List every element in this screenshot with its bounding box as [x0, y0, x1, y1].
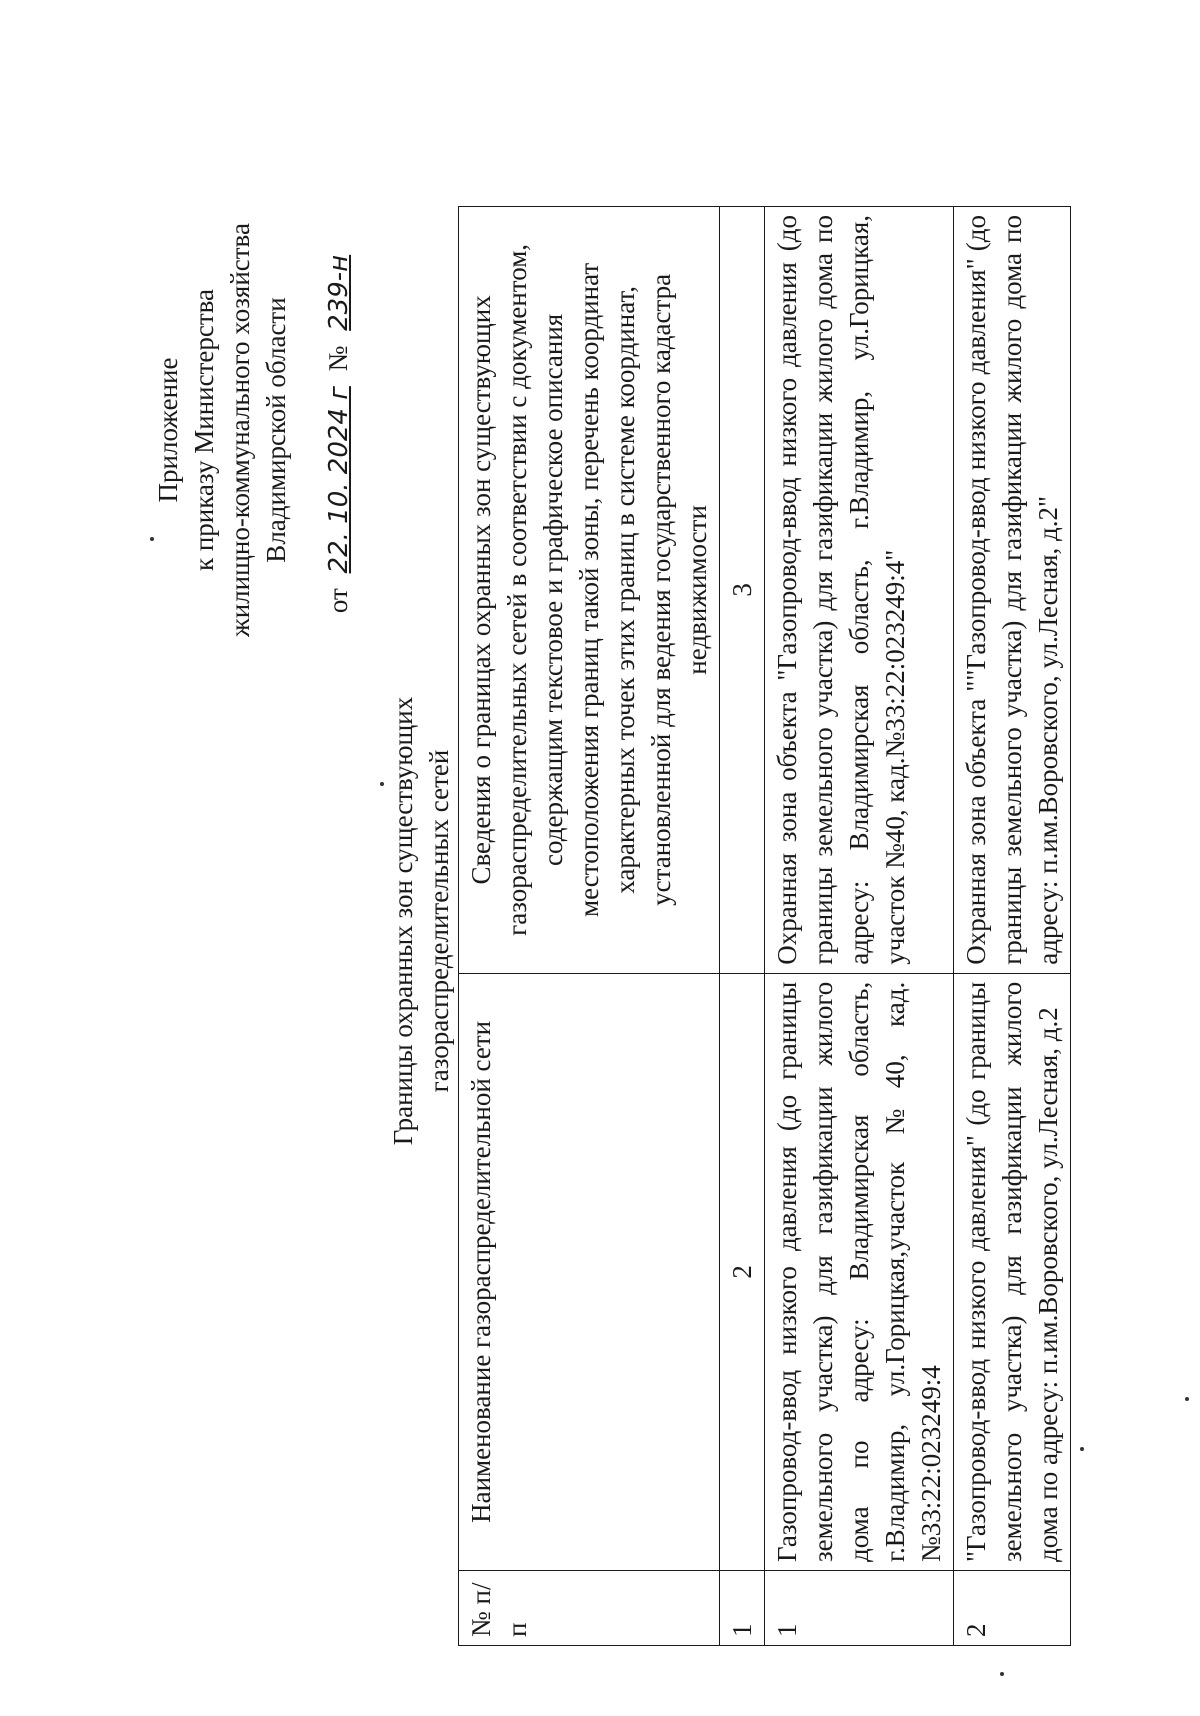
index-cell-1: 1: [720, 1571, 765, 1646]
scan-speck: [1080, 1447, 1084, 1451]
table-index-row: [720, 207, 765, 1646]
appendix-ministry-line: жилищно-коммунального хозяйства: [225, 223, 255, 637]
scan-speck: [1000, 1672, 1004, 1676]
appendix-ref-line: к приказу Министерства: [189, 288, 219, 572]
scan-speck: [380, 782, 384, 786]
row-info: Охранная зона объекта "Газопровод-ввод низкого давления (до границы земельного участка) для газификации жилого дома по адресу: Владимирская область, г.Владимир, ул.Горицкая, участок №40, кад.№33:22:023249:4": [765, 207, 954, 974]
index-cell-2: 2: [720, 973, 765, 1570]
row-name: "Газопровод-ввод низкого давления" (до границы земельного участка) для газификации жилого дома по адресу: п.им.Воровского, ул.Лесная, д.2: [954, 973, 1071, 1570]
appendix-title: Приложение: [153, 357, 183, 503]
order-date: 22. 10. 2024 г: [324, 386, 354, 574]
order-number-label: №: [323, 345, 353, 372]
header-num: № п/п: [459, 1571, 720, 1646]
title-line-1: Границы охранных зон существующих: [388, 696, 418, 1146]
order-prefix: от: [323, 588, 353, 614]
title-line-2: газораспределительных сетей: [424, 749, 454, 1093]
document-title: [385, 186, 457, 1656]
appendix-region-line: Владимирской области: [261, 297, 291, 563]
header-name: Наименование газораспределительной сети: [459, 973, 720, 1570]
scan-speck: [1185, 1397, 1189, 1401]
scan-speck: [150, 537, 154, 541]
table-row: [765, 207, 954, 1646]
row-num: 1: [765, 1571, 954, 1646]
header-info: Сведения о границах охранных зон существующих газораспределительных сетей в соответствии с документом, содержащим текстовое и графическое описания местоположения границ такой зоны, перечень координат характерных точек этих границ в системе координат, установленной для ведения государственного кадастра недвижимости: [459, 207, 720, 974]
row-num: 2: [954, 1571, 1071, 1646]
index-cell-3: 3: [720, 207, 765, 974]
table-row: [954, 207, 1071, 1646]
appendix-block: [150, 150, 357, 710]
order-line: [320, 150, 357, 710]
row-name: Газопровод-ввод низкого давления (до границы земельного участка) для газификации жилого дома по адресу: Владимирская область, г.Владимир, ул.Горицкая,участок №40, кад.№33:22:023249:4: [765, 973, 954, 1570]
zones-table: [458, 206, 1071, 1646]
row-info: Охранная зона объекта ""Газопровод-ввод низкого давления" (до границы земельного участка) для газификации жилого дома по адресу: п.им.Воровского, ул.Лесная, д.2": [954, 207, 1071, 974]
order-number: 239-н: [324, 254, 354, 331]
table-header-row: [459, 207, 720, 1646]
